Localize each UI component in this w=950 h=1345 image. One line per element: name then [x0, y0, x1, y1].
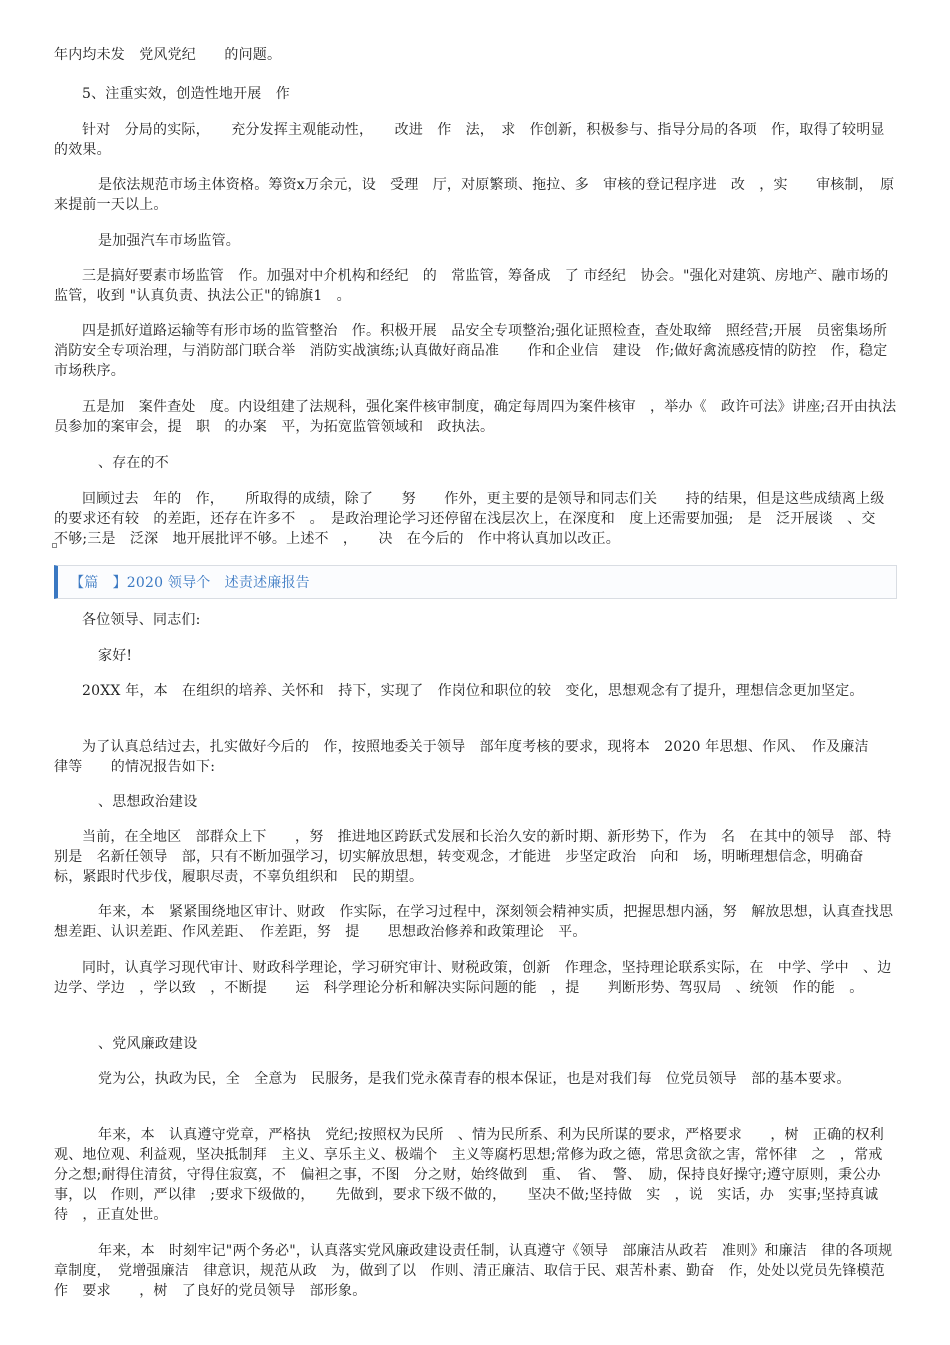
bullet-marker-icon [52, 543, 57, 548]
paragraph: 当前，在全地区 部群众上下 ，努 推进地区跨跃式发展和长治久安的新时期、新形势下，作为 名 在其中的领导 部、特别是 名新任领导 部，只有不断加强学习，切实解放思想，转变观念，才能进 步坚定政治 向和 场，明晰理想信念，明确奋 标，紧跟时代步伐，履职尽责，不辜负组织和 民的期望。 [54, 829, 892, 885]
paragraph: 为了认真总结过去，扎实做好今后的 作，按照地委关于领导 部年度考核的要求，现将本 2020 年思想、作风、 作及廉洁 律等 的情况报告如下: [54, 739, 883, 775]
section-header-title: 【篇 】2020 领导个 述责述廉报告 [70, 575, 310, 591]
greeting: 家好! [98, 648, 133, 664]
paragraph: 针对 分局的实际， 充分发挥主观能动性， 改进 作 法， 求 作创新，积极参与、指导分局的各项 作，取得了较明显的效果。 [54, 122, 885, 158]
subheading: 5、注重实效，创造性地开展 作 [82, 86, 290, 102]
paragraph: 是依法规范市场主体资格。筹资x万余元，设 受理 厅，对原繁琐、拖拉、多 审核的登记程序进 改 ，实 审核制， 原来提前一天以上。 [54, 177, 895, 213]
paragraph: 同时，认真学习现代审计、财政科学理论，学习研究审计、财税政策，创新 作理念，坚持理论联系实际，在 中学、学中 、边 边学、学边 ，学以致 ，不断提 运 科学理论分析和解决实际问题的能 ，提 判断形势、驾驭局 、统领 作的能 。 [54, 960, 906, 996]
paragraph: 是加强汽车市场监管。 [98, 233, 240, 249]
paragraph: 五是加 案件查处 度。内设组建了法规科，强化案件核审制度，确定每周四为案件核审 ，举办《 政许可法》讲座;召开由执法 员参加的案审会，提 职 的办案 平，为拓宽监管领域和 政执法。 [54, 399, 911, 435]
subheading: 、党风廉政建设 [98, 1036, 198, 1052]
greeting: 各位领导、同志们: [82, 612, 201, 628]
subheading: 、存在的不 [98, 455, 169, 471]
paragraph: 年内均未发 党风党纪 的问题。 [54, 47, 282, 63]
section-header [54, 565, 897, 599]
paragraph: 年来，本 认真遵守党章，严格执 党纪;按照权为民所 、情为民所系、利为民所谋的要求，严格要求 ，树 正确的权利观、地位观、利益观，坚决抵制拜 主义、享乐主义、极端个 主义等腐朽思想;常修为政之德，常思贪欲之害，常怀律 之 ，常戒 分之想;耐得住清贫，守得住寂寞，不 偏袒之事，不图 分之财，始终做到 重、 省、 警、 励，保持良好操守;遵守原则，秉公办事，以 作则，严以律 ;要求下级做的， 先做到，要求下级不做的， 坚决不做;坚持做 实 ，说 实话，办 实事;坚持真诚待 ，正直处世。 [54, 1127, 897, 1223]
paragraph: 党为公，执政为民，全 全意为 民服务，是我们党永葆青春的根本保证，也是对我们每 位党员领导 部的基本要求。 [98, 1071, 851, 1087]
paragraph: 三是搞好要素市场监管 作。加强对中介机构和经纪 的 常监管，筹备成 了 市经纪 协会。"强化对建筑、房地产、融市场的监管，收到 "认真负责、执法公正"的锦旗1 。 [54, 268, 889, 304]
paragraph: 20XX 年，本 在组织的培养、关怀和 持下，实现了 作岗位和职位的较 变化，思想观念有了提升，理想信念更加坚定。 [82, 683, 864, 699]
paragraph: 年来，本 紧紧围绕地区审计、财政 作实际，在学习过程中，深刻领会精神实质，把握思想内涵，努 解放思想，认真查找思想差距、认识差距、作风差距、 作差距，努 提 思想政治修养和政策理论 平。 [54, 904, 894, 940]
paragraph: 年来，本 时刻牢记"两个务必"，认真落实党风廉政建设责任制，认真遵守《领导 部廉洁从政若 准则》和廉洁 律的各项规章制度， 党增强廉洁 律意识，规范从政 为，做到了以 作则、清正廉洁、取信于民、艰苦朴素、勤奋 作，处处以党员先锋模范作 要求 ，树 了良好的党员领导 部形象。 [54, 1243, 893, 1299]
subheading: 、思想政治建设 [98, 794, 198, 810]
paragraph: 回顾过去 年的 作， 所取得的成绩，除了 努 作外，更主要的是领导和同志们关 持的结果，但是这些成绩离上级的要求还有较 的差距，还存在许多不 。 是政治理论学习还停留在浅层次上，在深度和 度上还需要加强; 是 泛开展谈 、交 不够;三是 泛深 地开展批评不够。上述不 ， 决 在今后的 作中将认真加以改正。 [54, 491, 890, 547]
paragraph: 四是抓好道路运输等有形市场的监管整治 作。积极开展 品安全专项整治;强化证照检查，查处取缔 照经营;开展 员密集场所消防安全专项治理，与消防部门联合举 消防实战演练;认真做好商品准 作和企业信 建设 作;做好禽流感疫情的防控 作，稳定市场秩序。 [54, 323, 888, 379]
